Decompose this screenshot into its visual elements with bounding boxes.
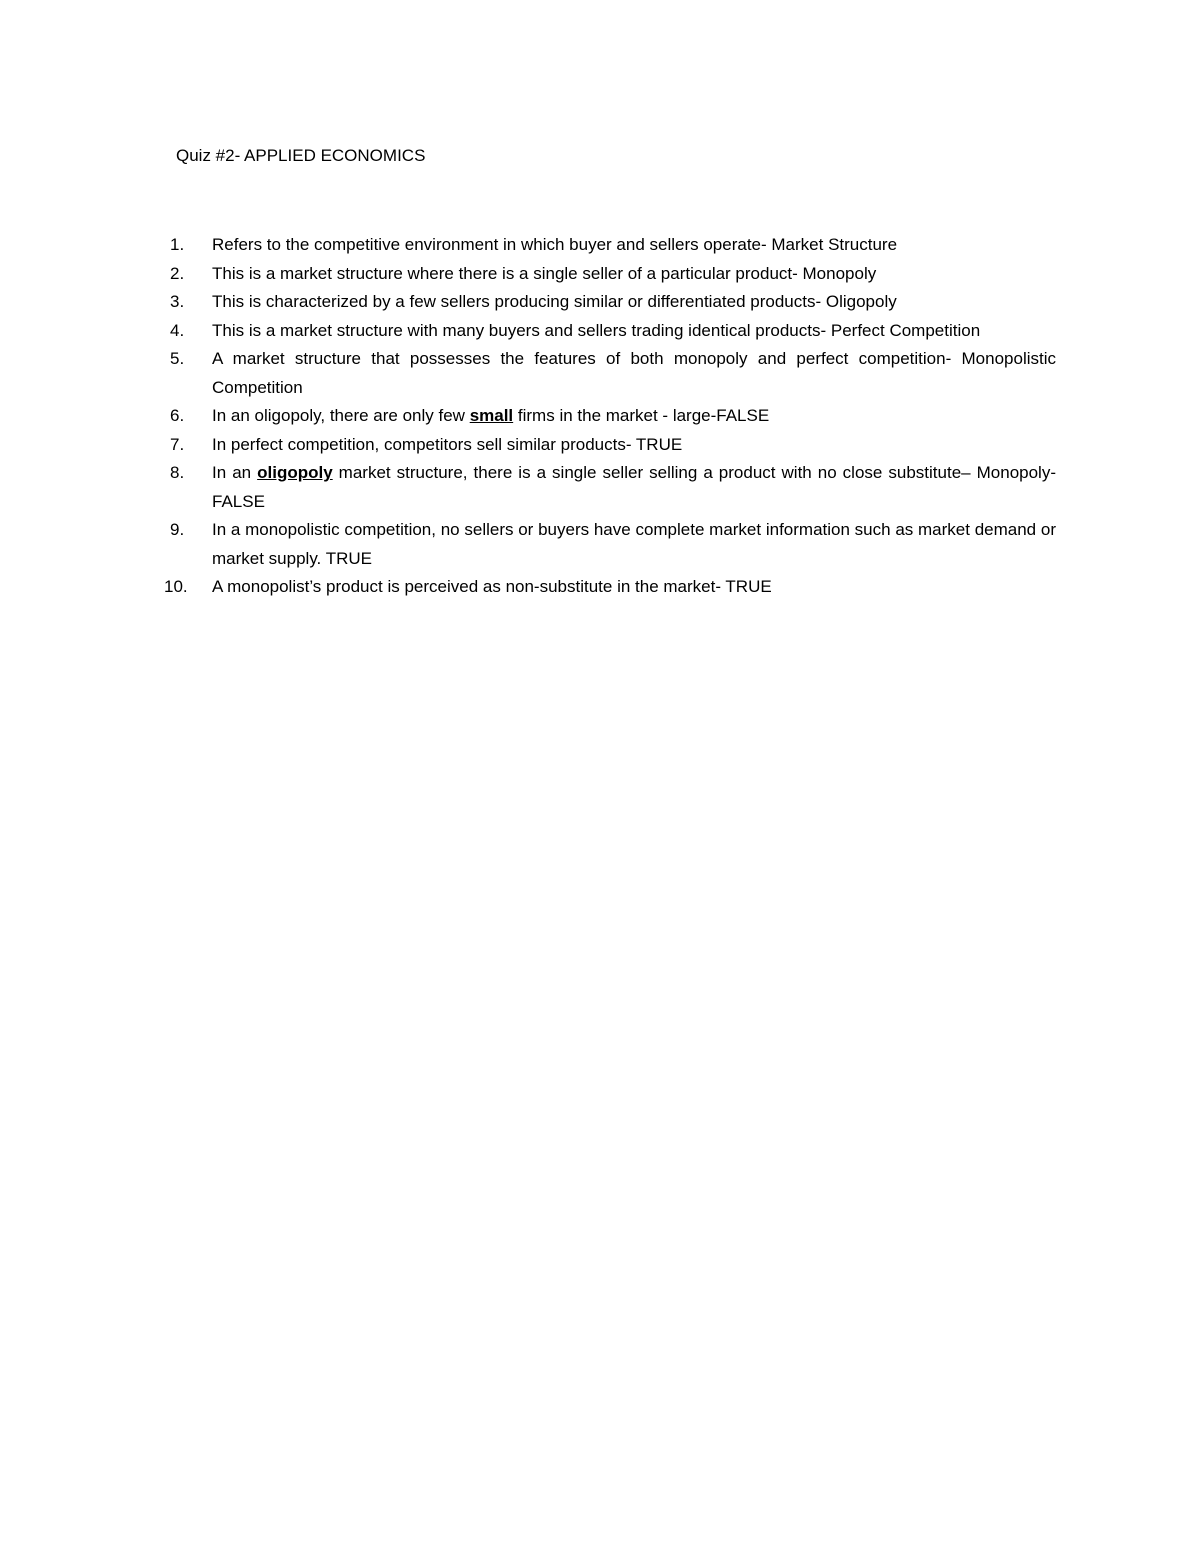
item-number: 5. [170, 349, 185, 368]
item-text: A market structure that possesses the features of both monopoly and perfect competition- Monopolistic Competition [212, 349, 1056, 397]
item-text-before: In an [212, 463, 258, 482]
item-text: In perfect competition, competitors sell similar products- TRUE [212, 434, 683, 454]
item-number: 8. [170, 463, 185, 482]
quiz-item-6 [170, 402, 1056, 431]
quiz-item-7 [170, 431, 1056, 460]
item-text-before: In an oligopoly, there are only few [212, 406, 470, 425]
quiz-item-4 [170, 317, 1056, 346]
item-text: This is a market structure with many buyers and sellers trading identical products- Perfect Competition [212, 320, 981, 340]
item-number: 2. [170, 263, 185, 283]
item-number: 7. [170, 434, 185, 454]
item-text-after: market structure, there is a single seller selling a product with no close substitute– Monopoly- FALSE [212, 463, 1056, 511]
emphasized-word-small: small [469, 406, 514, 425]
quiz-title: Quiz #2- APPLIED ECONOMICS [176, 146, 426, 165]
item-number: 3. [170, 292, 185, 311]
emphasized-word-oligopoly: oligopoly [257, 463, 333, 482]
quiz-item-8 [170, 459, 1056, 516]
item-text-after: firms in the market - large-FALSE [513, 406, 770, 425]
item-number: 6. [170, 406, 185, 425]
item-number: 1. [170, 235, 185, 254]
quiz-item-9 [170, 516, 1056, 573]
item-text: In a monopolistic competition, no sellers or buyers have complete market information such as market demand or market supply. TRUE [212, 520, 1056, 568]
quiz-item-3 [170, 288, 1056, 317]
quiz-item-5 [170, 345, 1056, 402]
quiz-item-10 [164, 573, 1056, 602]
item-text: This is a market structure where there is a single seller of a particular product- Monopoly [212, 263, 877, 283]
item-text: Refers to the competitive environment in which buyer and sellers operate- Market Structure [212, 235, 898, 254]
item-text: This is characterized by a few sellers producing similar or differentiated products- Oligopoly [212, 292, 897, 311]
item-text: A monopolist’s product is perceived as non-substitute in the market- TRUE [212, 577, 772, 596]
item-number: 10. [164, 577, 188, 596]
quiz-item-2 [170, 260, 1056, 289]
item-number: 4. [170, 320, 185, 340]
item-number: 9. [170, 520, 185, 539]
quiz-item-1 [170, 231, 1056, 260]
quiz-question-list [164, 231, 1056, 602]
